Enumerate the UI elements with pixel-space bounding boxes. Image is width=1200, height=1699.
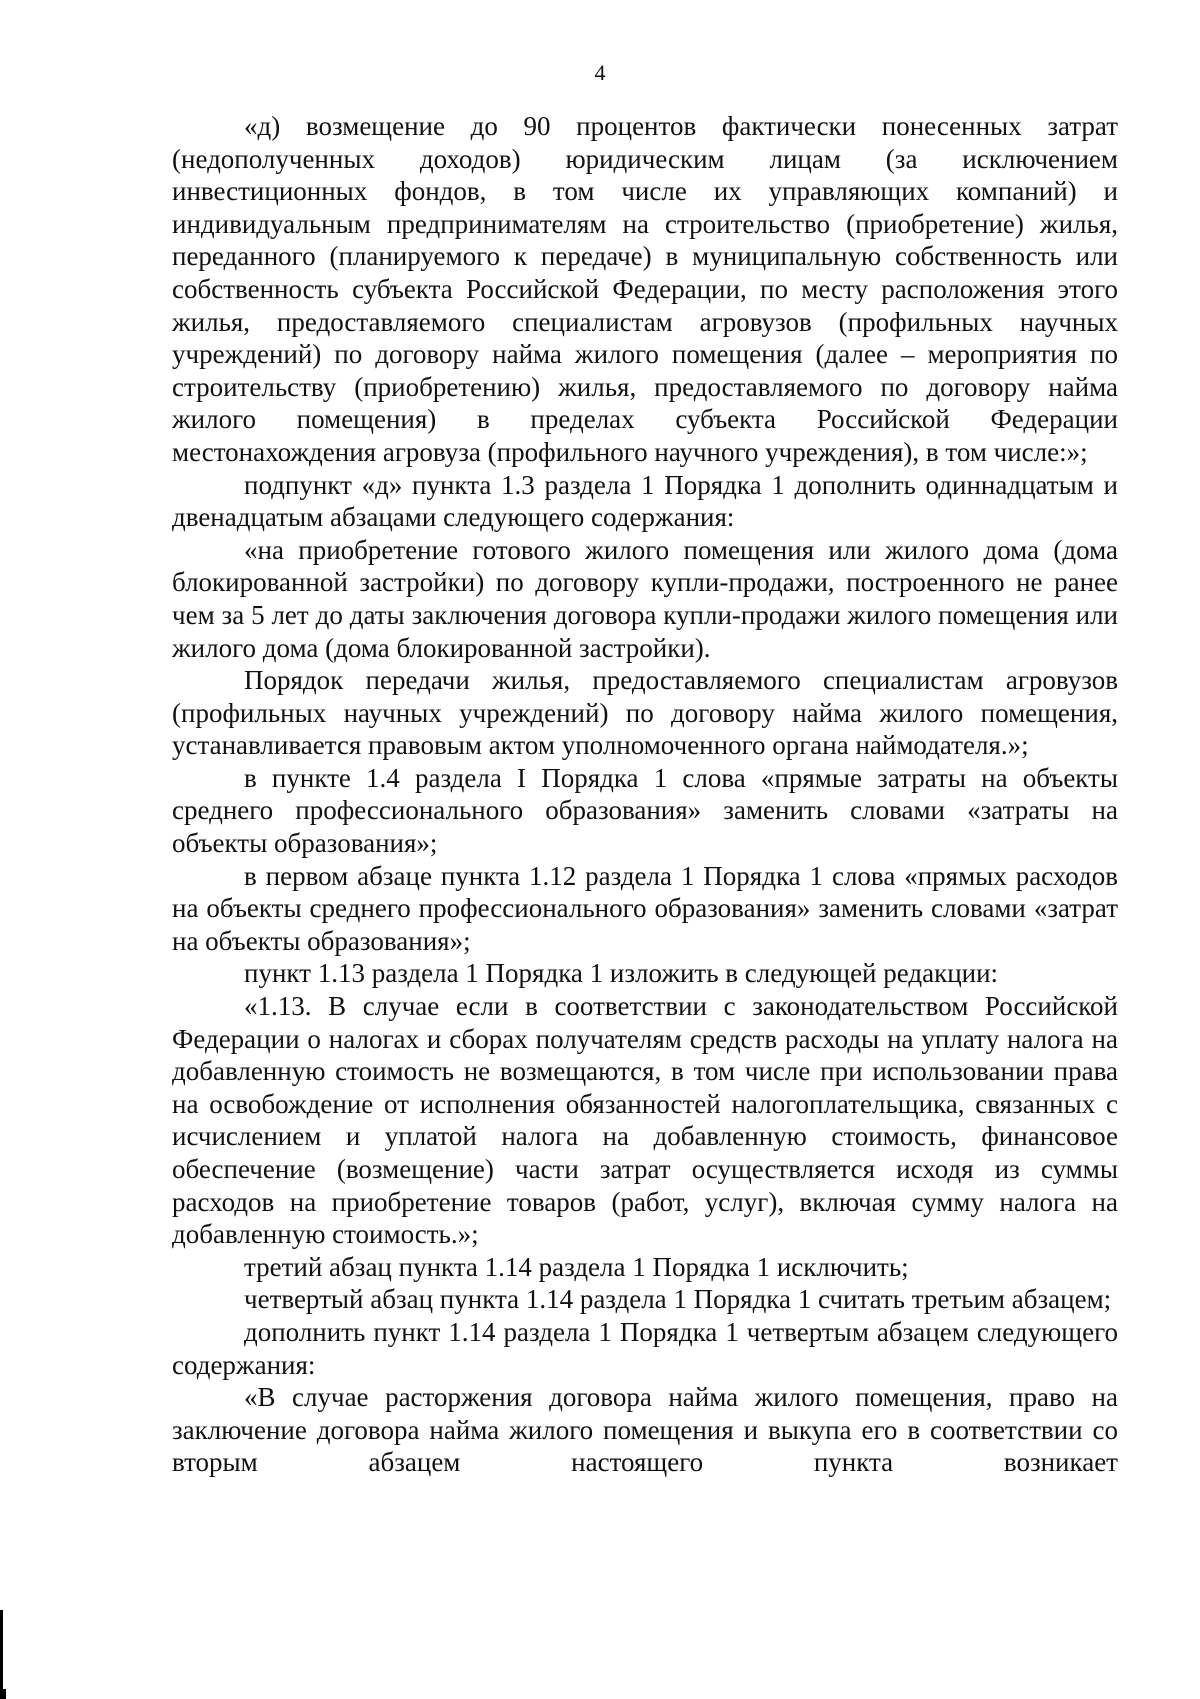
paragraph-add-1-14: дополнить пункт 1.14 раздела 1 Порядка 1 четвертым абзацем следующего содержания: — [172, 1316, 1118, 1380]
paragraph-amend-1-12: в первом абзаце пункта 1.12 раздела 1 Порядка 1 слова «прямых расходов на объекты среднего профессионального образования» заменить словами «затрат на объекты образования»; — [172, 860, 1118, 956]
scan-corner-mark — [0, 1689, 6, 1699]
paragraph-contract-termination: «В случае расторжения договора найма жилого помещения, право на заключение договора найма жилого помещения и выкупа его в соответствии со вторым абзацем настоящего пункта возникает — [172, 1382, 1118, 1478]
scan-edge-mark — [0, 1610, 3, 1699]
document-body — [172, 110, 1118, 1479]
paragraph-amend-1-4: в пункте 1.4 раздела I Порядка 1 слова «прямые затраты на объекты среднего профессионального образования» заменить словами «затраты на объекты образования»; — [172, 762, 1118, 859]
paragraph-purchase-housing: «на приобретение готового жилого помещения или жилого дома (дома блокированной застройки) по договору купли-продажи, построенного не ранее чем за 5 лет до даты заключения договора купли-продажи жилого помещения или жилого дома (дома блокированной застройки). — [172, 534, 1118, 663]
page-number: 4 — [594, 60, 606, 85]
paragraph-renumber-1-14: четвертый абзац пункта 1.14 раздела 1 Порядка 1 считать третьим абзацем; — [244, 1284, 1112, 1315]
paragraph-transfer-procedure: Порядок передачи жилья, предоставляемого специалистам агровузов (профильных научных учреждений) по договору найма жилого помещения, устанавливается правовым актом уполномоченного органа наймодателя.»; — [172, 665, 1118, 761]
paragraph-exclude-1-14: третий абзац пункта 1.14 раздела 1 Порядка 1 исключить; — [244, 1251, 909, 1282]
paragraph-amend-1-13-intro: пункт 1.13 раздела 1 Порядка 1 изложить в следующей редакции: — [244, 958, 999, 989]
paragraph-1-13-text: «1.13. В случае если в соответствии с законодательством Российской Федерации о налогах и сборах получателям средств расходы на уплату налога на добавленную стоимость не возмещаются, в том числе при использовании права на освобождение от исполнения обязанностей налогоплательщика, связанных с исчислением и уплатой налога на добавленную стоимость, финансовое обеспечение (возмещение) части затрат осуществляется исходя из суммы расходов на приобретение товаров (работ, услуг), включая сумму налога на добавленную стоимость.»; — [172, 991, 1118, 1250]
paragraph-subitem-d-text: «д) возмещение до 90 процентов фактически понесенных затрат (недополученных доходов) юридическим лицам (за исключением инвестиционных фондов, в том числе их управляющих компаний) и индивидуальным предпринимателям на строительство (приобретение) жилья, переданного (планируемого к передаче) в муниципальную собственность или собственность субъекта Российской Федерации, по месту расположения этого жилья, предоставляемого специалистам агровузов (профильных научных учреждений) по договору найма жилого помещения (далее – мероприятия по строительству (приобретению) жилья, предоставляемого по договору найма жилого помещения) в пределах субъекта Российской Федерации местонахождения агровуза (профильного научного учреждения), в том числе:»; — [172, 111, 1118, 467]
paragraph-amend-1-3: подпункт «д» пункта 1.3 раздела 1 Порядка 1 дополнить одиннадцатым и двенадцатым абзацами следующего содержания: — [172, 469, 1118, 533]
